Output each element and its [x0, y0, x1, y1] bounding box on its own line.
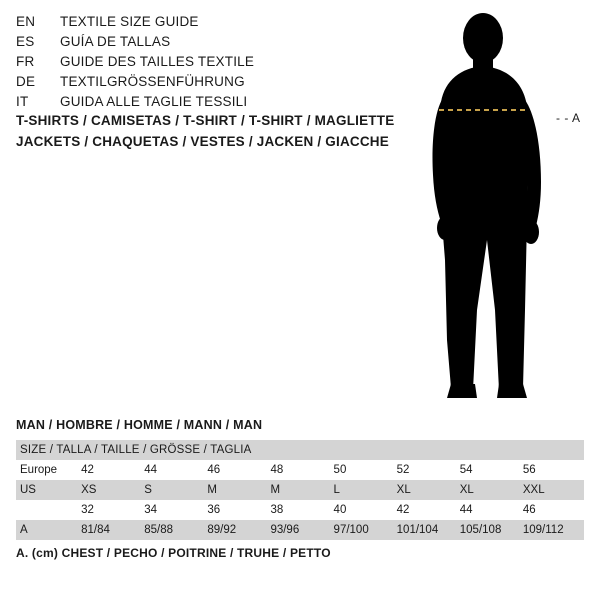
language-row	[16, 54, 396, 74]
cell: 48	[268, 460, 331, 480]
language-text: GUIDA ALLE TAGLIE TESSILI	[60, 94, 248, 109]
table-row	[16, 500, 584, 520]
cell: 89/92	[205, 520, 268, 540]
cell: 109/112	[521, 520, 584, 540]
cell: 105/108	[458, 520, 521, 540]
cell: 81/84	[79, 520, 142, 540]
cell: M	[268, 480, 331, 500]
cell: 46	[205, 460, 268, 480]
cell: 85/88	[142, 520, 205, 540]
cell: 93/96	[268, 520, 331, 540]
cell: 32	[79, 500, 142, 520]
size-table	[16, 440, 584, 540]
language-row	[16, 14, 396, 34]
cell: 42	[395, 500, 458, 520]
category-headings	[16, 110, 416, 152]
language-text: TEXTILE SIZE GUIDE	[60, 14, 199, 29]
cell: 101/104	[395, 520, 458, 540]
category-jackets: JACKETS / CHAQUETAS / VESTES / JACKEN / GIACCHE	[16, 134, 389, 149]
male-silhouette-figure	[395, 10, 595, 410]
table-header-label: SIZE / TALLA / TAILLE / GRÖSSE / TAGLIA	[16, 440, 584, 460]
footer-note: A. (cm) CHEST / PECHO / POITRINE / TRUHE / PETTO	[16, 546, 331, 560]
row-label: Europe	[16, 460, 79, 480]
cell: 50	[332, 460, 395, 480]
table-row	[16, 480, 584, 500]
row-label: US	[16, 480, 79, 500]
language-code: ES	[16, 34, 35, 49]
cell: 44	[458, 500, 521, 520]
language-code: DE	[16, 74, 36, 89]
row-label: A	[16, 520, 79, 540]
cell: 97/100	[332, 520, 395, 540]
category-tshirts: T-SHIRTS / CAMISETAS / T-SHIRT / T-SHIRT / MAGLIETTE	[16, 113, 395, 128]
cell: XL	[458, 480, 521, 500]
language-list	[16, 14, 396, 114]
table-row	[16, 520, 584, 540]
cell: 46	[521, 500, 584, 520]
cell: L	[332, 480, 395, 500]
table-row	[16, 460, 584, 480]
language-text: GUÍA DE TALLAS	[60, 34, 171, 49]
cell: 56	[521, 460, 584, 480]
row-label	[16, 500, 79, 520]
cell: XS	[79, 480, 142, 500]
table-title: MAN / HOMBRE / HOMME / MANN / MAN	[16, 418, 263, 432]
language-row	[16, 74, 396, 94]
cell: XXL	[521, 480, 584, 500]
cell: S	[142, 480, 205, 500]
cell: 36	[205, 500, 268, 520]
cell: 34	[142, 500, 205, 520]
cell: 42	[79, 460, 142, 480]
cell: 54	[458, 460, 521, 480]
cell: 40	[332, 500, 395, 520]
table-header-row	[16, 440, 584, 460]
cell: 52	[395, 460, 458, 480]
cell: M	[205, 480, 268, 500]
cell: XL	[395, 480, 458, 500]
language-row	[16, 34, 396, 54]
measure-label-a: - - A	[556, 111, 581, 125]
silhouette-svg	[395, 10, 595, 410]
cell: 38	[268, 500, 331, 520]
language-code: FR	[16, 54, 35, 69]
language-code: IT	[16, 94, 29, 109]
language-text: TEXTILGRÖSSENFÜHRUNG	[60, 74, 245, 89]
language-code: EN	[16, 14, 36, 29]
language-text: GUIDE DES TAILLES TEXTILE	[60, 54, 255, 69]
cell: 44	[142, 460, 205, 480]
